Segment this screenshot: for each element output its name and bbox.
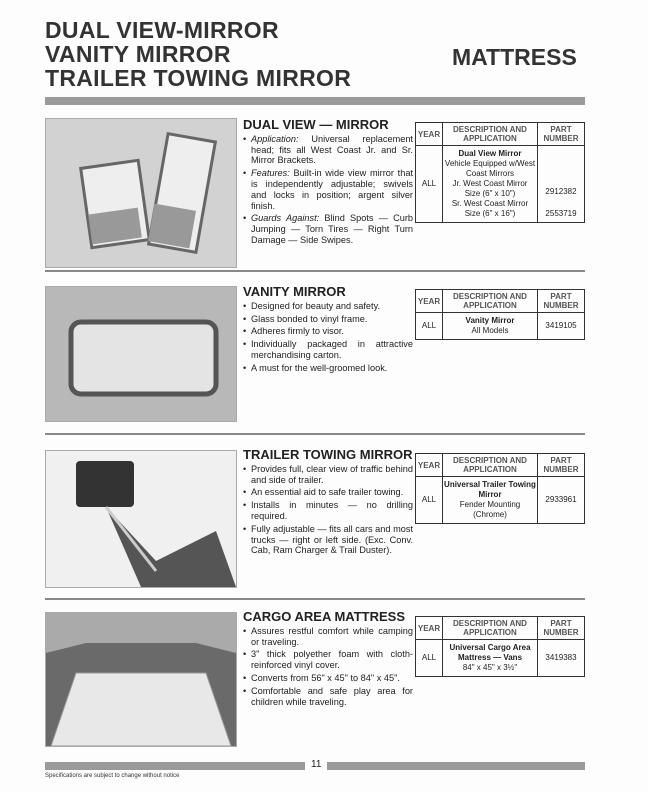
col-desc: DESCRIPTION AND APPLICATION [443, 617, 538, 640]
bullet: • Glass bonded to vinyl frame. [251, 314, 413, 325]
year-cell: ALL [416, 146, 443, 223]
bullet [251, 168, 413, 211]
parts-table [415, 616, 585, 677]
bullet-text: Blind Spots — Curb Jumping — Torn Tires — Right Turn Damage — Side Swipes. [251, 213, 413, 245]
col-desc: DESCRIPTION AND APPLICATION [443, 123, 538, 146]
section-divider [45, 433, 585, 435]
year-cell: ALL [416, 640, 443, 677]
bullet: • A must for the well-groomed look. [251, 363, 413, 374]
col-desc: DESCRIPTION AND APPLICATION [443, 290, 538, 313]
page-title [45, 18, 351, 90]
dual-view-mirror-photo [45, 118, 237, 268]
part-cell: 3419383 [538, 640, 585, 677]
bullet: • Adheres firmly to visor. [251, 326, 413, 337]
bullet: • Individually packaged in attractive merchandising carton. [251, 339, 413, 361]
col-part: PART NUMBER [538, 454, 585, 477]
title-line: VANITY MIRROR [45, 41, 231, 67]
header-bar [45, 97, 585, 105]
section-mattress [243, 609, 413, 709]
bullet: • Assures restful comfort while camping or traveling. [251, 626, 413, 648]
bullet: • An essential aid to safe trailer towing. [251, 487, 413, 498]
col-year: YEAR [416, 123, 443, 146]
desc-cell: Universal Cargo Area Mattress — Vans 84" x 45" x 3½" [443, 640, 538, 677]
section-heading: CARGO AREA MATTRESS [243, 609, 406, 624]
desc-cell: Dual View Mirror Vehicle Equipped w/West Coast Mirrors Jr. West Coast Mirror Size (6" x 10") Sr. West Coast Mirror Size (6" x 16") [443, 146, 538, 223]
title-line: TRAILER TOWING MIRROR [45, 65, 352, 91]
col-year: YEAR [416, 617, 443, 640]
title-line: DUAL VIEW-MIRROR [45, 17, 279, 43]
section-heading: DUAL VIEW — MIRROR [243, 117, 389, 132]
section-divider [45, 270, 585, 272]
bullet: • Fully adjustable — fits all cars and most trucks — right or left side. (Exc. Conv. Cab, Ram Charger & Trail Duster). [251, 524, 413, 556]
vanity-mirror-photo [45, 286, 237, 422]
footer-bar-left [45, 762, 305, 770]
bullet: • Designed for beauty and safety. [251, 301, 413, 312]
col-year: YEAR [416, 454, 443, 477]
bullet-label: Guards Against: [251, 213, 320, 224]
section-trailer [243, 447, 413, 558]
page-number: 11 [311, 759, 322, 770]
part-cell: 3419105 [538, 313, 585, 340]
bullet: • Provides full, clear view of traffic behind and side of trailer. [251, 464, 413, 486]
section-dual-view [243, 117, 413, 248]
col-part: PART NUMBER [538, 123, 585, 146]
col-desc: DESCRIPTION AND APPLICATION [443, 454, 538, 477]
trailer-towing-mirror-photo [45, 450, 237, 588]
section-vanity [243, 284, 413, 376]
section-heading: TRAILER TOWING MIRROR [243, 447, 413, 462]
year-cell: ALL [416, 313, 443, 340]
bullet: • 3" thick polyether foam with cloth-reinforced vinyl cover. [251, 649, 413, 671]
year-cell: ALL [416, 477, 443, 524]
col-part: PART NUMBER [538, 290, 585, 313]
section-heading: VANITY MIRROR [243, 284, 346, 299]
bullet: • Comfortable and safe play area for children while traveling. [251, 686, 413, 708]
bullet [251, 134, 413, 166]
part-cell: 2933961 [538, 477, 585, 524]
footer-bar-right [327, 762, 585, 770]
bullet-label: Features: [251, 168, 290, 179]
part-cell: 2912382 2553719 [538, 146, 585, 223]
bullet-text: Universal replacement head; fits all West Coast Jr. and Sr. Mirror Brackets. [251, 133, 413, 166]
col-part: PART NUMBER [538, 617, 585, 640]
parts-table [415, 453, 585, 524]
col-year: YEAR [416, 290, 443, 313]
parts-table [415, 289, 585, 340]
category-title: MATTRESS [452, 44, 577, 70]
bullet [251, 213, 413, 245]
bullet-label: Application: [251, 133, 299, 144]
footer-note: Specifications are subject to change without notice [45, 773, 180, 779]
parts-table [415, 122, 585, 223]
desc-cell: Vanity Mirror All Models [443, 313, 538, 340]
bullet-text: Built-in wide view mirror that is independently adjustable; swivels and locks in position; argent silver finish. [251, 168, 413, 211]
section-divider [45, 598, 585, 600]
bullet: • Installs in minutes — no drilling required. [251, 500, 413, 522]
bullet: • Converts from 56" x 45" to 84" x 45". [251, 673, 413, 684]
cargo-mattress-photo [45, 612, 237, 747]
desc-cell: Universal Trailer Towing Mirror Fender Mounting (Chrome) [443, 477, 538, 524]
